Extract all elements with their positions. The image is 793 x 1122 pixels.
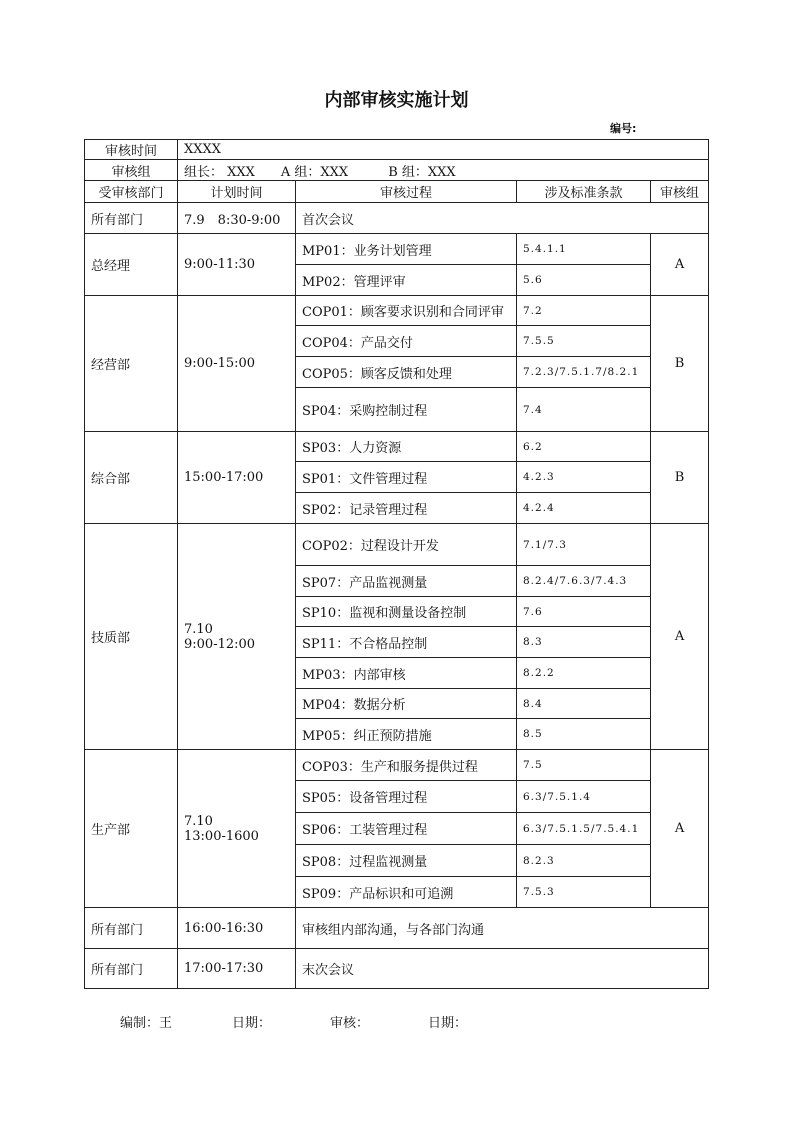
standard-cell: 4.2.4 <box>517 493 651 524</box>
table-row <box>85 949 709 989</box>
time-cell <box>178 524 296 750</box>
process-cell: COP01：顾客要求识别和合同评审 <box>296 296 517 326</box>
process-cell: COP04：产品交付 <box>296 326 517 357</box>
time-text: 9:00-12:00 <box>184 636 256 652</box>
table-row <box>85 296 709 326</box>
time-text: 9:00-15:00 <box>184 356 256 371</box>
col-process: 审核过程 <box>296 181 517 203</box>
date-2: 日期： <box>428 1016 468 1031</box>
page-title: 内部审核实施计划 <box>324 90 469 111</box>
standard-cell: 6.2 <box>517 432 651 462</box>
standard-cell: 5.6 <box>517 265 651 296</box>
standard-cell: 6.3/7.5.1.5/7.5.4.1 <box>517 813 651 845</box>
group-cell: A <box>651 234 709 296</box>
process-cell: SP10：监视和测量设备控制 <box>296 597 517 627</box>
audit-group-label: 审核组 <box>85 160 178 181</box>
col-group: 审核组 <box>651 181 709 203</box>
time-text: 15:00-17:00 <box>184 470 264 485</box>
standard-cell: 7.1/7.3 <box>517 524 651 566</box>
group-a: A 组：XXX <box>280 164 349 180</box>
process-cell: COP03：生产和服务提供过程 <box>296 750 517 781</box>
dept-cell: 经营部 <box>85 296 178 432</box>
compiled-by: 编制：王 <box>120 1016 173 1031</box>
time-cell <box>178 203 296 234</box>
process-cell: SP11：不合格品控制 <box>296 627 517 658</box>
time-text: 7.10 <box>184 621 213 637</box>
date-1: 日期： <box>232 1016 272 1031</box>
group-cell: B <box>651 432 709 524</box>
dept-cell: 综合部 <box>85 432 178 524</box>
standard-cell: 7.5.3 <box>517 877 651 908</box>
dept-cell: 总经理 <box>85 234 178 296</box>
leader: 组长： XXX <box>184 164 255 180</box>
dept-cell: 技质部 <box>85 524 178 750</box>
audit-plan-table <box>84 139 709 989</box>
process-cell: MP01：业务计划管理 <box>296 234 517 265</box>
time-cell <box>178 296 296 432</box>
standard-cell: 7.2 <box>517 296 651 326</box>
group-cell: A <box>651 750 709 908</box>
code-label: 编号: <box>610 122 637 135</box>
time-text: 17:00-17:30 <box>184 961 264 976</box>
time-text: 16:00-16:30 <box>184 920 264 936</box>
reviewed-by: 审核： <box>330 1016 370 1031</box>
process-cell: MP03：内部审核 <box>296 658 517 689</box>
standard-cell: 8.2.2 <box>517 658 651 689</box>
audit-time-row <box>85 140 709 160</box>
standard-cell: 7.5.5 <box>517 326 651 357</box>
process-cell: SP08：过程监视测量 <box>296 845 517 877</box>
group-cell: B <box>651 296 709 432</box>
standard-cell: 8.2.4/7.6.3/7.4.3 <box>517 566 651 597</box>
time-text: 9:00-11:30 <box>184 257 256 272</box>
standard-cell: 8.5 <box>517 719 651 750</box>
process-cell: SP03：人力资源 <box>296 432 517 462</box>
standard-cell: 5.4.1.1 <box>517 234 651 265</box>
process-cell: 首次会议 <box>296 203 709 234</box>
audit-time-label: 审核时间 <box>85 140 178 160</box>
standard-cell: 8.4 <box>517 689 651 719</box>
table-row <box>85 234 709 265</box>
process-cell: MP02：管理评审 <box>296 265 517 296</box>
table-row <box>85 203 709 234</box>
audit-time-value: XXXX <box>178 140 709 160</box>
group-cell: A <box>651 524 709 750</box>
process-cell: SP09：产品标识和可追溯 <box>296 877 517 908</box>
table-row <box>85 750 709 781</box>
process-cell: MP05：纠正预防措施 <box>296 719 517 750</box>
time-text: 7.10 <box>184 813 213 829</box>
table-row <box>85 524 709 566</box>
time-cell <box>178 949 296 989</box>
standard-cell: 7.6 <box>517 597 651 627</box>
column-header-row <box>85 181 709 203</box>
process-cell: SP04：采购控制过程 <box>296 388 517 432</box>
table-row <box>85 432 709 462</box>
col-dept: 受审核部门 <box>85 181 178 203</box>
col-time: 计划时间 <box>178 181 296 203</box>
dept-cell: 所有部门 <box>85 203 178 234</box>
time-text: 7.9 8:30-9:00 <box>184 212 281 228</box>
process-cell: COP02：过程设计开发 <box>296 524 517 566</box>
standard-cell: 7.4 <box>517 388 651 432</box>
process-cell: SP06：工装管理过程 <box>296 813 517 845</box>
process-cell: MP04：数据分析 <box>296 689 517 719</box>
process-cell: 末次会议 <box>296 949 709 989</box>
process-cell: COP05：顾客反馈和处理 <box>296 357 517 388</box>
process-cell: SP02：记录管理过程 <box>296 493 517 524</box>
time-cell <box>178 234 296 296</box>
time-cell <box>178 750 296 908</box>
time-cell <box>178 432 296 524</box>
dept-cell: 生产部 <box>85 750 178 908</box>
process-cell: 审核组内部沟通，与各部门沟通 <box>296 908 709 949</box>
standard-cell: 4.2.3 <box>517 462 651 493</box>
process-cell: SP07：产品监视测量 <box>296 566 517 597</box>
audit-group-value <box>178 160 709 181</box>
group-b: B 组：XXX <box>388 164 456 180</box>
process-cell: SP01：文件管理过程 <box>296 462 517 493</box>
standard-cell: 8.3 <box>517 627 651 658</box>
audit-group-row <box>85 160 709 181</box>
time-text: 13:00-1600 <box>184 828 259 844</box>
col-standard: 涉及标准条款 <box>517 181 651 203</box>
standard-cell: 7.5 <box>517 750 651 781</box>
time-cell <box>178 908 296 949</box>
dept-cell: 所有部门 <box>85 908 178 949</box>
standard-cell: 8.2.3 <box>517 845 651 877</box>
standard-cell: 7.2.3/7.5.1.7/8.2.1 <box>517 357 651 388</box>
table-row <box>85 908 709 949</box>
process-cell: SP05：设备管理过程 <box>296 781 517 813</box>
standard-cell: 6.3/7.5.1.4 <box>517 781 651 813</box>
dept-cell: 所有部门 <box>85 949 178 989</box>
